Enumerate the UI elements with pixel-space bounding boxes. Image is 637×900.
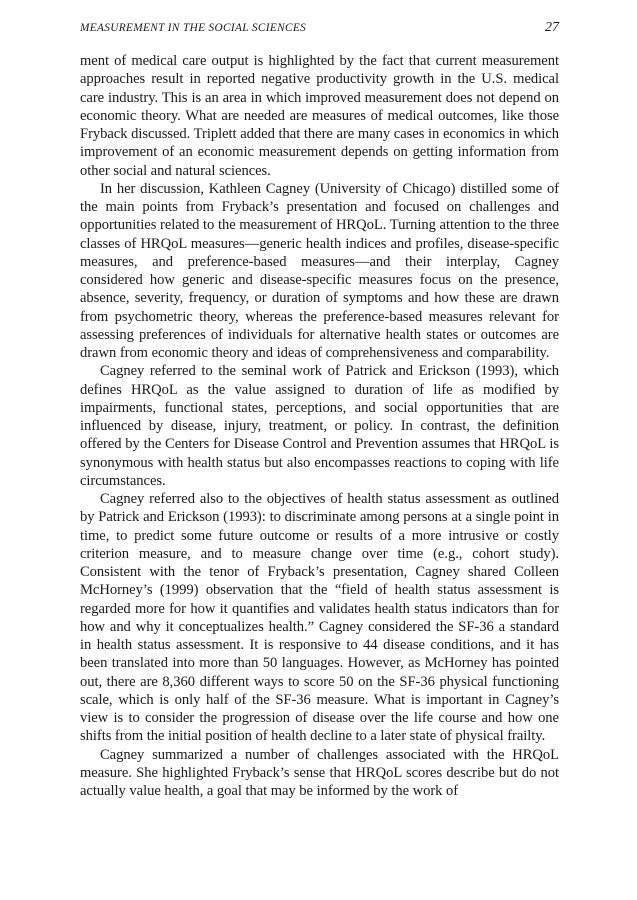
paragraph-cagney-discussion: In her discussion, Kathleen Cagney (University of Chicago) distilled some of the main points from Fryback’s presentation and focused on challenges and opportunities related to the measurement of HRQoL. Turning attention to the three classes of HRQoL measures—generic health indices and profiles, disease-specific measures, and preference-based measures—and their interplay, Cagney considered how generic and disease-specific measures focus on the presence, absence, severity, frequency, or duration of symptoms and how these are drawn from psychometric theory, whereas the preference-based measures relevant for assessing preferences of individuals for alternative health states or outcomes are drawn from economic theory and ideas of comprehensiveness and comparability. <box>80 180 559 361</box>
running-header <box>80 20 559 50</box>
paragraph-health-status-objectives: Cagney referred also to the objectives of health status assessment as outlined by Patrick and Erickson (1993): to discriminate among persons at a single point in time, to predict some future outcome or results of a more intrusive or costly criterion measure, and to measure change over time (e.g., cohort study). Consistent with the tenor of Fryback’s presentation, Cagney shared Colleen McHorney’s (1999) observation that the “field of health status assessment is regarded more for how it quantifies and validates health status indicators than for how and why it conceptualizes health.” Cagney considered the SF-36 a standard in health status assessment. It is responsive to 44 disease conditions, and it has been translated into more than 50 languages. However, as McHorney has pointed out, there are 8,360 different ways to score 50 on the SF-36 physical functioning scale, which is only half of the SF-36 measure. What is important in Cagney’s view is to consider the progression of disease over the life course and how one shifts from the initial position of health decline to a later state of physical frailty. <box>80 491 559 745</box>
body-text <box>80 52 559 800</box>
paragraph-hrqol-definition: Cagney referred to the seminal work of Patrick and Erickson (1993), which defines HRQoL as the value assigned to duration of life as modified by impairments, functional states, perceptions, and social opportunities that are influenced by disease, injury, treatment, or policy. In contrast, the definition offered by the Centers for Disease Control and Prevention assumes that HRQoL is synonymous with health status but also encompasses reactions to coping with life circumstances. <box>80 363 559 489</box>
paragraph-challenges: Cagney summarized a number of challenges associated with the HRQoL measure. She highlighted Fryback’s sense that HRQoL scores describe but do not actually value health, a goal that may be informed by the work of <box>80 746 559 799</box>
page-number: 27 <box>545 20 559 35</box>
book-page <box>80 20 559 800</box>
running-title: MEASUREMENT IN THE SOCIAL SCIENCES <box>80 22 307 34</box>
paragraph-continued: ment of medical care output is highlighted by the fact that current measurement approaches result in reported negative productivity growth in the U.S. medical care industry. This is an area in which improved measurement does not depend on economic theory. What are needed are measures of medical outcomes, like those Fryback discussed. Triplett added that there are many cases in economics in which improvement of an economic measurement depends on getting information from other social and natural sciences. <box>80 53 559 179</box>
